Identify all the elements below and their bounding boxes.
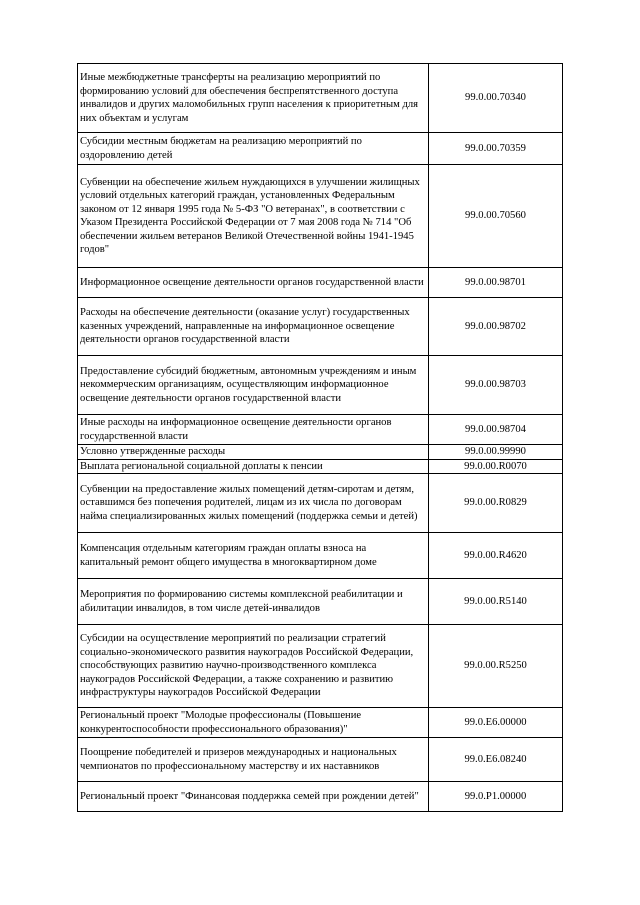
expense-name-cell: Субвенции на обеспечение жильем нуждающихся в улучшении жилищных условий отдельных категорий граждан, установленных Федеральным законом от 12 января 1995 года № 5-ФЗ "О ветеранах", в соответствии с Указом Президента Российской Федерации от 7 мая 2008 года № 714 "Об обеспечении жильем ветеранов Великой Отечественной войны 1941-1945 годов" [78,165,429,268]
expense-name-cell: Компенсация отдельным категориям граждан оплаты взноса на капитальный ремонт общего имущества в многоквартирном доме [78,533,429,579]
expense-name-cell: Предоставление субсидий бюджетным, автономным учреждениям и иным некоммерческим организациям, осуществляющим информационное освещение деятельности органов государственной власти [78,356,429,415]
target-article-code-cell: 99.0.00.98701 [429,268,563,298]
target-article-code-cell: 99.0.00.70560 [429,165,563,268]
table-row [78,356,563,415]
expense-name-cell: Субсидии местным бюджетам на реализацию мероприятий по оздоровлению детей [78,133,429,165]
table-row [78,133,563,165]
expense-name-cell: Выплата региональной социальной доплаты к пенсии [78,459,429,474]
table-row [78,445,563,460]
table-row [78,165,563,268]
table-row [78,579,563,625]
target-article-code-cell: 99.0.00.R4620 [429,533,563,579]
target-article-code-cell: 99.0.E6.08240 [429,738,563,782]
budget-classification-table [77,63,563,812]
expense-name-cell: Расходы на обеспечение деятельности (оказание услуг) государственных казенных учреждений, направленные на информационное освещение деятельности органов государственной власти [78,298,429,356]
expense-name-cell: Региональный проект "Молодые профессионалы (Повышение конкурентоспособности профессионального образования)" [78,708,429,738]
target-article-code-cell: 99.0.00.R5140 [429,579,563,625]
target-article-code-cell: 99.0.00.R0829 [429,474,563,533]
table-row [78,782,563,812]
expense-name-cell: Мероприятия по формированию системы комплексной реабилитации и абилитации инвалидов, в том числе детей-инвалидов [78,579,429,625]
table-row [78,738,563,782]
target-article-code-cell: 99.0.00.99990 [429,445,563,460]
table-row [78,474,563,533]
expense-name-cell: Субвенции на предоставление жилых помещений детям-сиротам и детям, оставшимся без попечения родителей, лицам из их числа по договорам найма специализированных жилых помещений (поддержка семьи и детей) [78,474,429,533]
table-row [78,64,563,133]
expense-name-cell: Субсидии на осуществление мероприятий по реализации стратегий социально-экономического развития наукоградов Российской Федерации, способствующих развитию научно-производственного комплекса наукоградов Российской Федерации, а также сохранению и развитию инфраструктуры наукоградов Российской Федерации [78,625,429,708]
expense-name-cell: Поощрение победителей и призеров международных и национальных чемпионатов по профессиональному мастерству и их наставников [78,738,429,782]
target-article-code-cell: 99.0.00.R5250 [429,625,563,708]
table-row [78,708,563,738]
target-article-code-cell: 99.0.00.70359 [429,133,563,165]
target-article-code-cell: 99.0.00.98704 [429,415,563,445]
expense-name-cell: Иные расходы на информационное освещение деятельности органов государственной власти [78,415,429,445]
budget-classification-table-container [77,63,558,812]
table-row [78,268,563,298]
expense-name-cell: Информационное освещение деятельности органов государственной власти [78,268,429,298]
table-row [78,533,563,579]
target-article-code-cell: 99.0.00.R0070 [429,459,563,474]
expense-name-cell: Иные межбюджетные трансферты на реализацию мероприятий по формированию условий для обеспечения беспрепятственного доступа инвалидов и других маломобильных групп населения к приоритетным для них объектам и услугам [78,64,429,133]
target-article-code-cell: 99.0.E6.00000 [429,708,563,738]
target-article-code-cell: 99.0.P1.00000 [429,782,563,812]
expense-name-cell: Условно утвержденные расходы [78,445,429,460]
target-article-code-cell: 99.0.00.70340 [429,64,563,133]
table-row [78,625,563,708]
table-row [78,415,563,445]
table-body [78,64,563,812]
target-article-code-cell: 99.0.00.98702 [429,298,563,356]
table-row [78,459,563,474]
target-article-code-cell: 99.0.00.98703 [429,356,563,415]
expense-name-cell: Региональный проект "Финансовая поддержка семей при рождении детей" [78,782,429,812]
table-row [78,298,563,356]
